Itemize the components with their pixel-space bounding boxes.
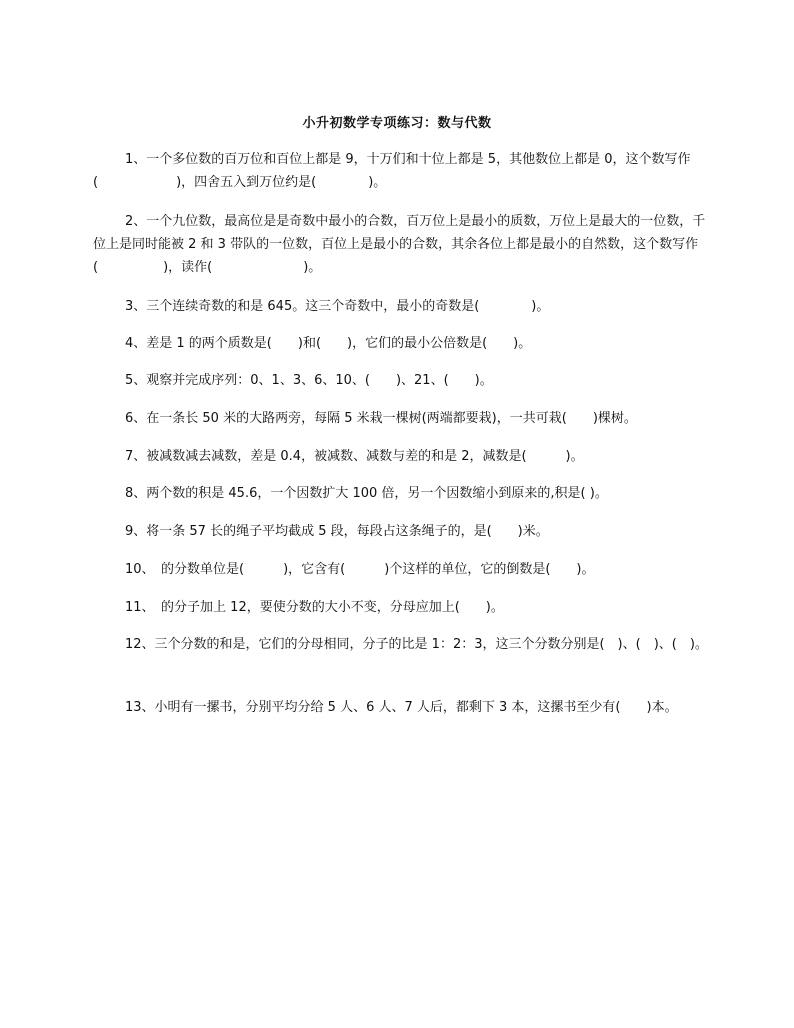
question-13: 13、小明有一摞书，分别平均分给 5 人、6 人、7 人后，都剩下 3 本，这摞书至少有( )本。 [125, 700, 678, 715]
question-10: 10、 的分数单位是( )，它含有( )个这样的单位，它的倒数是( )。 [125, 562, 595, 577]
question-4: 4、差是 1 的两个质数是( )和( )，它们的最小公倍数是( )。 [125, 336, 532, 351]
question-12: 12、三个分数的和是，它们的分母相同，分子的比是 1：2：3，这三个分数分别是( )、( )、( )。 [125, 637, 708, 652]
page-title: 小升初数学专项练习：数与代数 [302, 116, 492, 131]
question-11: 11、 的分子加上 12，要使分数的大小不变，分母应加上( )。 [125, 600, 504, 615]
question-8: 8、两个数的积是 45.6，一个因数扩大 100 倍，另一个因数缩小到原来的,积是( )。 [125, 486, 608, 501]
question-9: 9、将一条 57 长的绳子平均截成 5 段，每段占这条绳子的，是( )米。 [125, 524, 549, 539]
question-2: 2、一个九位数，最高位是是奇数中最小的合数，百万位上是最小的质数，万位上是最大的一位数，千位上是同时能被 2 和 3 带队的一位数，百位上是最小的合数，其余各位上都是最小的自然数，这个数写作( )，读作( )。 [93, 214, 706, 275]
question-3: 3、三个连续奇数的和是 645。这三个奇数中，最小的奇数是( )。 [125, 299, 550, 314]
question-7: 7、被减数减去减数，差是 0.4，被减数、减数与差的和是 2，减数是( )。 [125, 449, 584, 464]
question-6: 6、在一条长 50 米的大路两旁，每隔 5 米栽一棵树(两端都要栽)，一共可栽( )棵树。 [125, 411, 637, 426]
question-5: 5、观察并完成序列：0、1、3、6、10、( )、21、( )。 [125, 373, 493, 388]
question-1: 1、一个多位数的百万位和百位上都是 9，十万们和十位上都是 5，其他数位上都是 0，这个数写作( )，四舍五入到万位约是( )。 [93, 152, 691, 190]
